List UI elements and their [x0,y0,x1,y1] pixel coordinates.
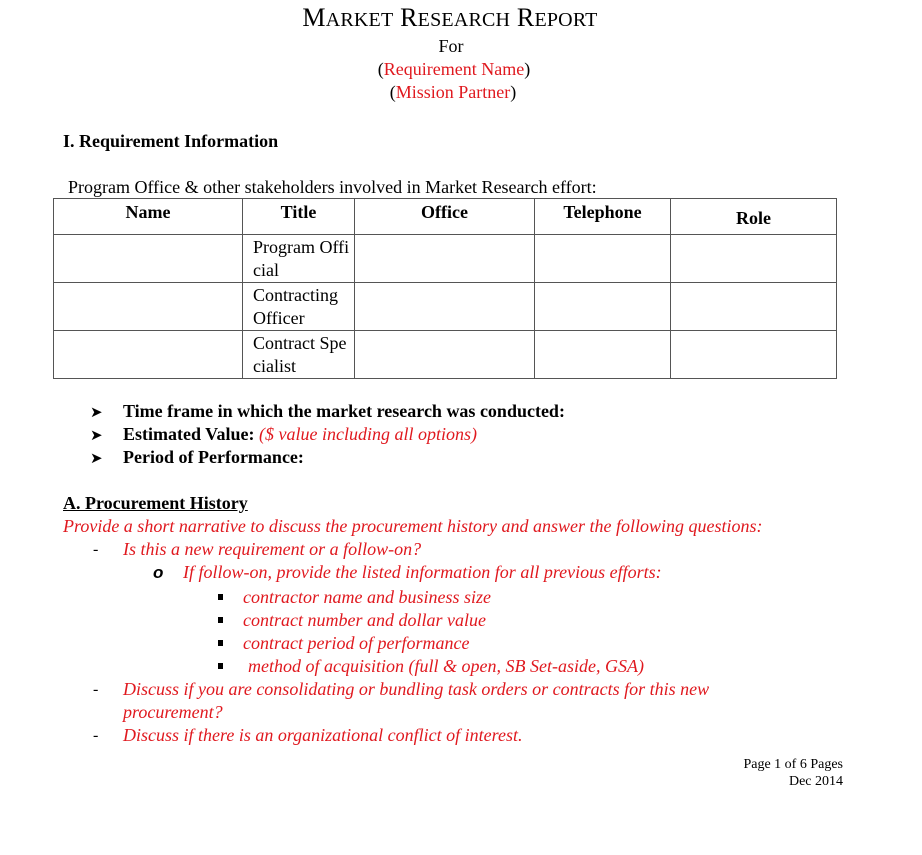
arrowhead-bullet-icon: ➤ [90,449,103,467]
for-label: For [438,36,464,56]
cell-telephone[interactable] [535,331,671,379]
section-heading-procurement-history: A. Procurement History [63,493,248,513]
requirement-name-placeholder: (Requirement Name) [377,59,531,79]
cell-title: Contracting Officer [243,283,355,331]
cell-telephone[interactable] [535,235,671,283]
cell-name[interactable] [54,235,243,283]
dash-bullet-icon: - [93,681,99,698]
page-number: Page 1 of 6 Pages [743,757,843,772]
list-item: contractor name and business size [243,587,491,607]
cell-role[interactable] [671,235,837,283]
question-conflict-of-interest: Discuss if there is an organizational conflict of interest. [123,725,523,745]
list-item: method of acquisition (full & open, SB Set-aside, GSA) [248,656,644,676]
table-row [54,235,837,283]
table-header-row [54,199,837,235]
column-header-title: Title [243,199,355,235]
document-date: Dec 2014 [788,774,843,789]
cell-name[interactable] [54,283,243,331]
question-consolidating-bundling-continued: procurement? [123,702,223,722]
cell-name[interactable] [54,331,243,379]
list-item: ➤ Time frame in which the market research was conducted: [90,400,565,423]
cell-role[interactable] [671,331,837,379]
question-new-or-follow-on: Is this a new requirement or a follow-on? [123,539,422,559]
circle-bullet-icon: o [153,563,164,582]
square-bullet-icon [218,640,223,646]
column-header-office: Office [355,199,535,235]
list-item: ➤ Estimated Value: ($ value including all options) [90,423,565,446]
document-title: MARKET RESEARCH REPORT [302,3,598,32]
column-header-telephone: Telephone [535,199,671,235]
question-consolidating-bundling: Discuss if you are consolidating or bundling task orders or contracts for this new [123,679,710,699]
cell-office[interactable] [355,331,535,379]
procurement-narrative-instruction: Provide a short narrative to discuss the procurement history and answer the following questions: [63,516,763,536]
follow-on-instruction: If follow-on, provide the listed information for all previous efforts: [183,562,662,582]
dash-bullet-icon: - [93,541,99,558]
square-bullet-icon [218,617,223,623]
table-row [54,331,837,379]
square-bullet-icon [218,594,223,600]
cell-title: Contract Specialist [243,331,355,379]
stakeholder-intro-text: Program Office & other stakeholders involved in Market Research effort: [68,177,597,197]
list-item: ➤ Period of Performance: [90,446,565,469]
column-header-name: Name [54,199,243,235]
cell-role[interactable] [671,283,837,331]
arrowhead-bullet-icon: ➤ [90,426,103,444]
arrowhead-bullet-icon: ➤ [90,403,103,421]
list-item: contract number and dollar value [243,610,486,630]
column-header-role: Role [671,199,837,235]
mission-partner-placeholder: (Mission Partner) [389,82,517,102]
dash-bullet-icon: - [93,727,99,744]
cell-telephone[interactable] [535,283,671,331]
square-bullet-icon [218,663,223,669]
table-row [54,283,837,331]
section-heading-requirement-information: I. Requirement Information [63,131,279,151]
cell-office[interactable] [355,235,535,283]
cell-office[interactable] [355,283,535,331]
list-item: contract period of performance [243,633,470,653]
cell-title: Program Official [243,235,355,283]
requirement-bullet-list [90,400,565,469]
stakeholder-table [53,198,837,379]
